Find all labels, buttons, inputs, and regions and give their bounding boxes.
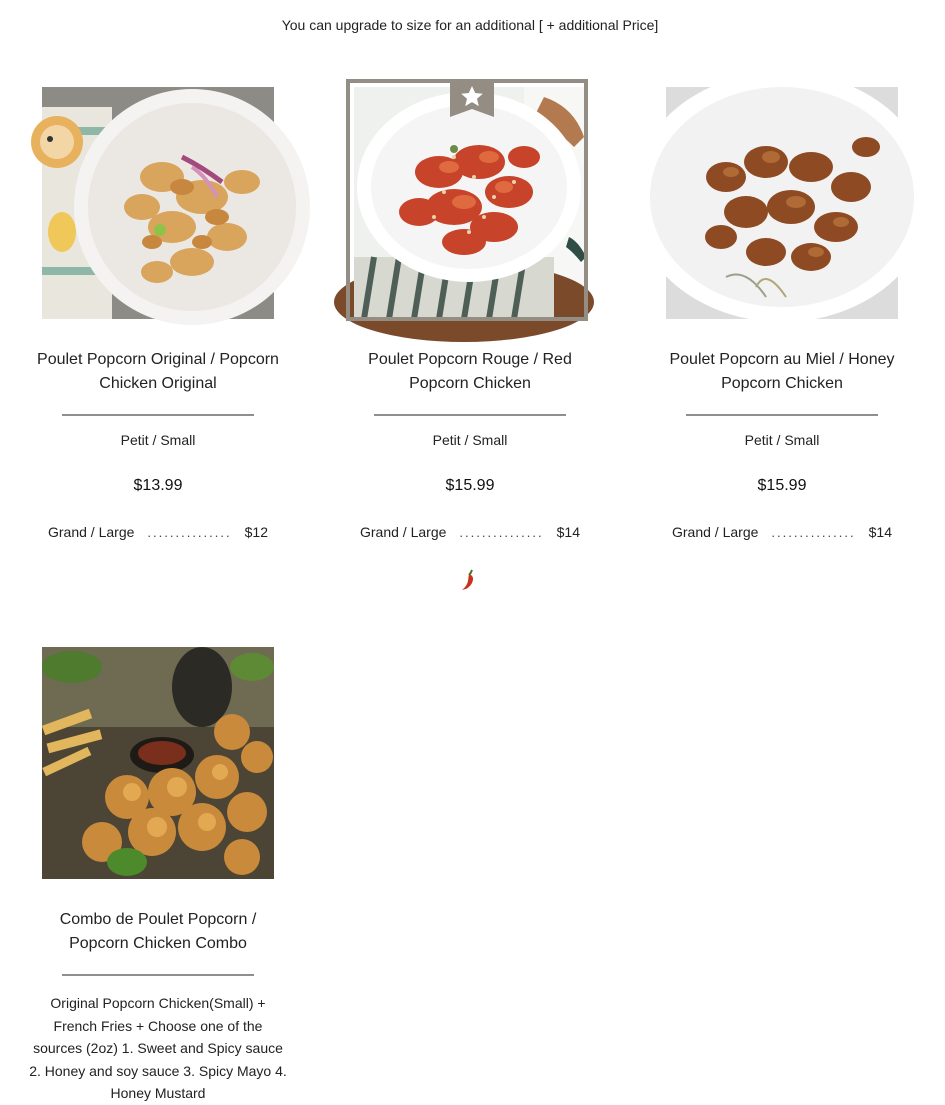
large-size-row	[672, 524, 892, 540]
upgrade-note: You can upgrade to size for an additional [ + additional Price]	[281, 17, 659, 33]
divider	[62, 974, 254, 976]
menu-item-card[interactable]	[28, 647, 288, 1105]
large-size-row	[48, 524, 268, 540]
divider	[374, 414, 566, 416]
menu-item-card-featured[interactable]	[340, 87, 600, 540]
item-photo[interactable]	[666, 87, 898, 319]
large-size-label: Grand / Large	[360, 524, 447, 540]
large-size-label: Grand / Large	[48, 524, 135, 540]
large-size-label: Grand / Large	[672, 524, 759, 540]
large-size-price: $12	[244, 524, 268, 540]
item-photo[interactable]	[42, 647, 274, 879]
size-label: Petit / Small	[744, 432, 820, 448]
menu-item-card[interactable]	[28, 87, 288, 540]
leader-dots: ...............	[459, 525, 544, 540]
item-title: Combo de Poulet Popcorn / Popcorn Chicken Combo	[59, 911, 257, 952]
item-description: Original Popcorn Chicken(Small) + French Fries + Choose one of the sources (2oz) 1. Sweet and Spicy sauce 2. Honey and soy sauce 3. Spicy Mayo 4. Honey Mustard	[29, 995, 287, 1101]
price: $13.99	[133, 477, 183, 494]
large-size-price: $14	[556, 524, 580, 540]
divider	[62, 414, 254, 416]
price: $15.99	[445, 477, 495, 494]
large-size-price: $14	[868, 524, 892, 540]
size-label: Petit / Small	[120, 432, 196, 448]
menu-item-card[interactable]	[652, 87, 912, 540]
large-size-row	[360, 524, 580, 540]
size-label: Petit / Small	[432, 432, 508, 448]
star-icon	[450, 79, 494, 123]
leader-dots: ...............	[771, 525, 856, 540]
chili-pepper-icon	[460, 568, 478, 590]
item-photo[interactable]	[42, 87, 274, 319]
item-title: Poulet Popcorn Original / Popcorn Chicken Original	[37, 351, 279, 392]
price: $15.99	[757, 477, 807, 494]
divider	[686, 414, 878, 416]
leader-dots: ...............	[147, 525, 232, 540]
item-title: Poulet Popcorn Rouge / Red Popcorn Chicken	[368, 351, 572, 392]
item-title: Poulet Popcorn au Miel / Honey Popcorn Chicken	[669, 351, 895, 392]
